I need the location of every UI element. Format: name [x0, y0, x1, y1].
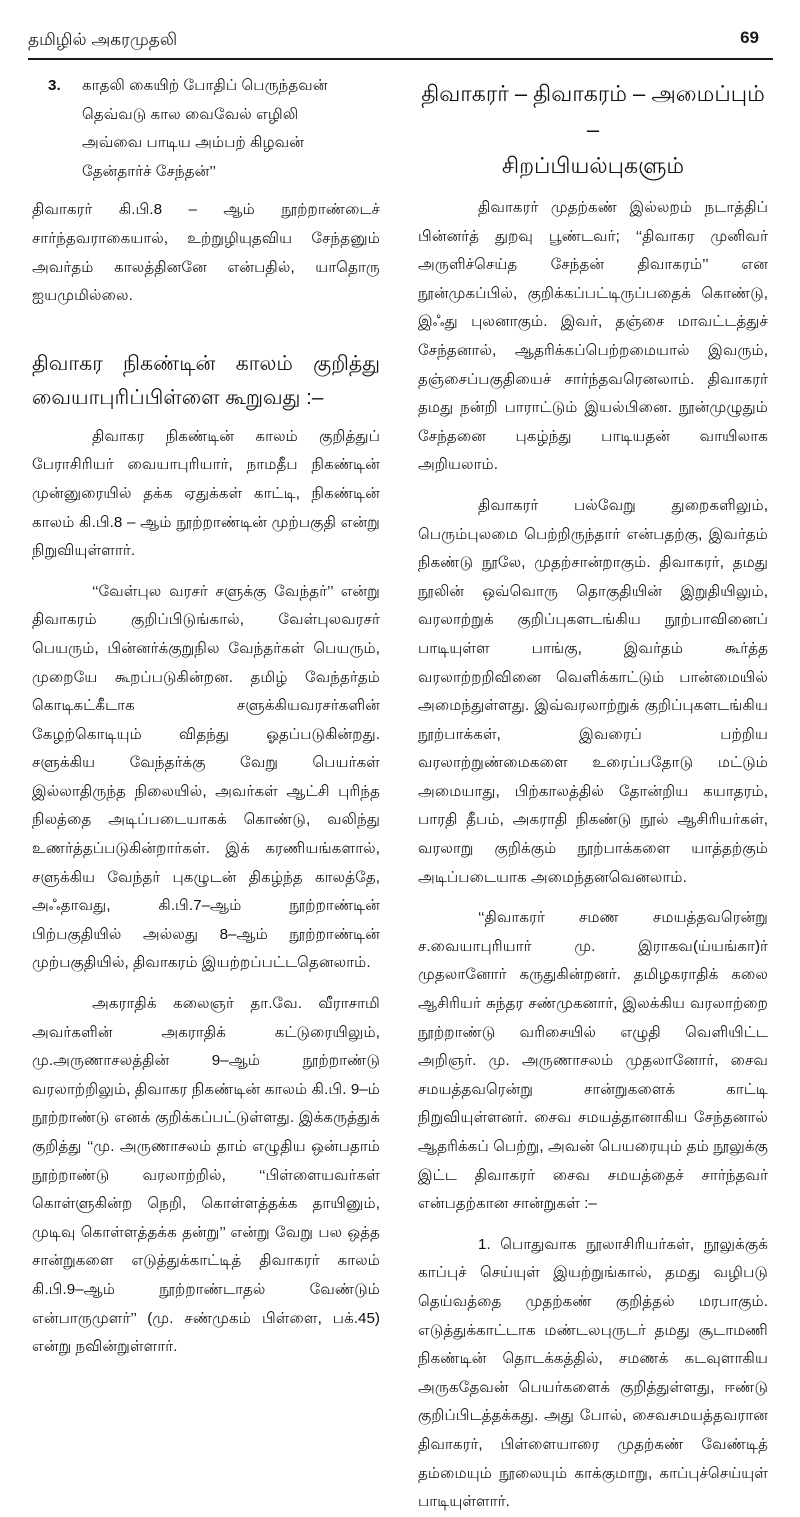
verse-number: 3. — [48, 77, 61, 94]
book-title: தமிழில் அகரமுதலி — [28, 30, 178, 49]
section-heading-line: வையாபுரிப்பிள்ளை கூறுவது :– — [32, 385, 324, 409]
paragraph: ‘‘திவாகரர் சமண சமயத்தவரென்று ச.வையாபுரியார் மு. இராகவ(ய்யங்கா)ர் முதலானோர் கருதுகின்றனர். தமிழகராதிக் கலை ஆசிரியர் சுந்தர சண்முகனார், இலக்கிய வரலாற்றை நூற்றாண்டு வரிசையில் எழுதி வெளியிட்ட அறிஞர். மு. அருணாசலம் முதலானோர், சைவ சமயத்தவரென்று சான்றுகளைக் காட்டி நிறுவியுள்ளனர். சைவ சமயத்தானாகிய சேந்தனால் ஆதரிக்கப் பெற்று, அவன் பெயரையும் தம் நூலுக்கு இட்ட திவாகரர் சைவ சமயத்தைச் சார்ந்தவர் என்பதற்கான சான்றுகள் :– — [418, 909, 768, 1213]
paragraph: ‘‘வேள்புல வரசர் சளுக்கு வேந்தர்’’ என்று திவாகரம் குறிப்பிடுங்கால், வேள்புலவரசர் பெயரும், பின்னர்க்குறுநில வேந்தர்கள் பெயரும், முறையே கூறப்படுகின்றன. தமிழ் வேந்தர்தம் கொடிகட்கீடாக சளுக்கியவரசர்களின் கேழற்கொடியும் விதந்து ஓதப்படுகின்றது. சளுக்கிய வேந்தர்க்கு வேறு பெயர்கள் இல்லாதிருந்த நிலையில், அவர்கள் ஆட்சி புரிந்த நிலத்தை அடிப்படையாகக் கொண்டு, வலிந்து உணர்த்தப்படுகின்றார்கள். இக் கரணியங்களால், சளுக்கிய வேந்தர் புகழுடன் திகழ்ந்த காலத்தே, அஃதாவது, கி.பி.7–ஆம் நூற்றாண்டின் பிற்பகுதியில் அல்லது 8–ஆம் நூற்றாண்டின் முற்பகுதியில், திவாகரம் இயற்றப்பட்டதெனலாம். — [32, 582, 380, 972]
right-column — [418, 72, 768, 1517]
verse-line: காதலி கையிற் போதிப் பெருந்தவன் — [82, 77, 328, 94]
header-rule — [28, 58, 773, 60]
verse-line: தெவ்வடு கால வைவேல் எழிலி — [82, 105, 299, 123]
page-number: 69 — [740, 28, 759, 47]
verse-line: அவ்வை பாடிய அம்பற் கிழவன் — [82, 134, 304, 152]
section-heading — [418, 76, 768, 184]
left-column — [32, 72, 380, 1362]
paragraph: திவாகரர் முதற்கண் இல்லறம் நடாத்திப் பின்னர்த் துறவு பூண்டவர்; ‘‘திவாகர முனிவர் அருளிச்செய்த சேந்தன் திவாகரம்’’ என நூன்முகப்பில், குறிக்கப்பட்டிருப்பதைக் கொண்டு, இஃது புலனாகும். இவர், தஞ்சை மாவட்டத்துச் சேந்தனால், ஆதரிக்கப்பெற்றமையால் இவரும், தஞ்சைப்பகுதியைச் சார்ந்தவரெனலாம். திவாகரர் தமது நன்றி பாராட்டும் இயல்பினை. நூன்முழுதும் சேந்தனை புகழ்ந்து பாடியதன் வாயிலாக அறியலாம். — [418, 199, 769, 474]
paragraph: அகராதிக் கலைஞர் தா.வே. வீராசாமி அவர்களின் அகராதிக் கட்டுரையிலும், மு.அருணாசலத்தின் 9–ஆம் நூற்றாண்டு வரலாற்றிலும், திவாகர நிகண்டின் காலம் கி.பி. 9–ம் நூற்றாண்டு எனக் குறிக்கப்பட்டுள்ளது. இக்கருத்துக் குறித்து ‘‘மு. அருணாசலம் தாம் எழுதிய ஒன்பதாம் நூற்றாண்டு வரலாற்றில், ‘‘பிள்ளையவர்கள் கொள்ளுகின்ற நெறி, கொள்ளத்தக்க தாயினும், முடிவு கொள்ளத்தக்க தன்று’’ என்று வேறு பல ஒத்த சான்றுகளை எடுத்துக்காட்டித் திவாகரர் காலம் கி.பி.9–ஆம் நூற்றாண்டாதல் வேண்டும் என்பாருமுளர்’’ (மு. சண்முகம் பிள்ளை, பக்.45) என்று நவின்றுள்ளார். — [32, 995, 380, 1356]
section-heading — [32, 347, 380, 415]
section-heading-line: சிறப்பியல்புகளும் — [501, 153, 685, 178]
verse-line: தேன்தார்ச் சேந்தன்’’ — [82, 162, 216, 180]
paragraph: திவாகர நிகண்டின் காலம் குறித்துப் பேராசிரியர் வையாபுரியார், நாமதீப நிகண்டின் முன்னுரையில் தக்க ஏதுக்கள் காட்டி, நிகண்டின் காலம் கி.பி.8 – ஆம் நூற்றாண்டின் முற்பகுதி என்று நிறுவியுள்ளார். — [32, 427, 380, 560]
running-header — [28, 22, 763, 58]
paragraph: திவாகரர் பல்வேறு துறைகளிலும், பெரும்புலமை பெற்றிருந்தார் என்பதற்கு, இவர்தம் நிகண்டு நூலே, முதற்சான்றாகும். திவாகரர், தமது நூலின் ஒவ்வொரு தொகுதியின் இறுதியிலும், வரலாற்றுக் குறிப்புகளடங்கிய நூற்பாவினைப் பாடியுள்ள பாங்கு, இவர்தம் கூர்த்த வரலாற்றறிவினை வெளிக்காட்டும் பான்மையில் அமைந்துள்ளது. இவ்வரலாற்றுக் குறிப்புகளடங்கிய நூற்பாக்கள், இவரைப் பற்றிய வரலாற்றுண்மைகளை உரைப்பதோடு மட்டும் அமையாது, பிற்காலத்தில் தோன்றிய கயாதரம், பாரதி தீபம், அகராதி நிகண்டு நூல் ஆசிரியர்கள், வரலாறு குறிக்கும் நூற்பாக்களை யாத்தற்கும் அடிப்படையாக அமைந்தனவெனலாம். — [418, 496, 768, 886]
paragraph: திவாகரர் கி.பி.8 – ஆம் நூற்றாண்டைச் சார்ந்தவராகையால், உற்றுழியுதவிய சேந்தனும் அவர்தம் காலத்தினனே என்பதில், யாதொரு ஐயமுமில்லை. — [32, 201, 380, 305]
numbered-paragraph: 1. பொதுவாக நூலாசிரியர்கள், நூலுக்குக் காப்புச் செய்யுள் இயற்றுங்கால், தமது வழிபடு தெய்வத்தை முதற்கண் குறித்தல் மரபாகும். எடுத்துக்காட்டாக மண்டலபுருடர் தமது சூடாமணி நிகண்டின் தொடக்கத்தில், சமணக் கடவுளாகிய அருகதேவன் பெயர்களைக் குறித்துள்ளது, ஈண்டு குறிப்பிடத்தக்கது. அது போல், சைவசமயத்தவரான திவாகரர், பிள்ளையாரை முதற்கண் வேண்டித் தம்மையும் நூலையும் காக்குமாறு, காப்புச்செய்யுள் பாடியுள்ளார். — [418, 1235, 768, 1511]
verse-quote — [32, 72, 380, 186]
section-heading-line: திவாகர நிகண்டின் காலம் குறித்து — [32, 351, 380, 375]
section-heading-line: திவாகரர் – திவாகரம் – அமைப்பும் – — [421, 81, 765, 142]
